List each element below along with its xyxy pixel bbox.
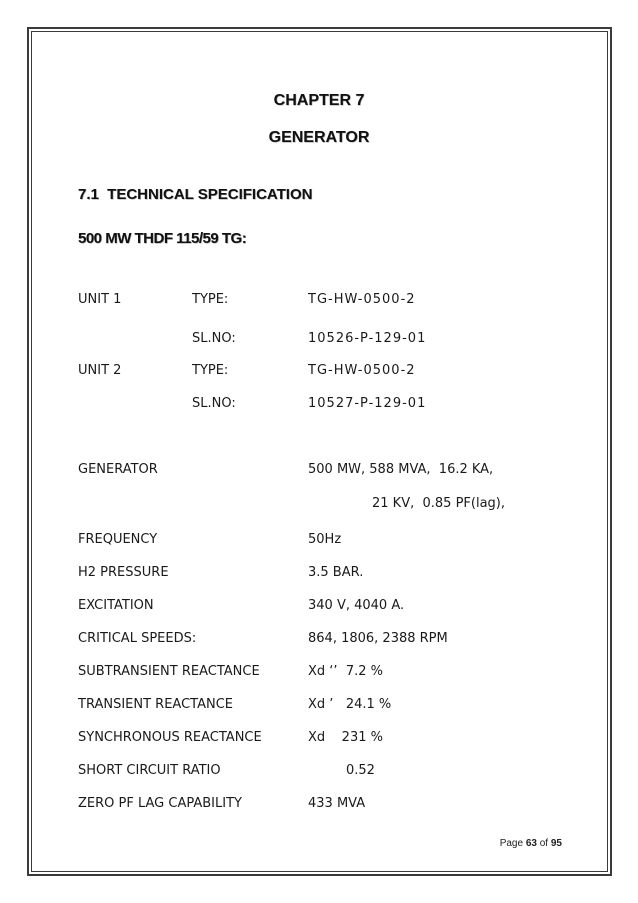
unit-2-label: UNIT 2 [78, 363, 122, 378]
section-heading: 7.1 TECHNICAL SPECIFICATION [78, 186, 313, 203]
unit-1-label: UNIT 1 [78, 292, 122, 307]
excitation-value: 340 V, 4040 A. [308, 598, 405, 613]
transient-label: TRANSIENT REACTANCE [78, 697, 233, 712]
frequency-label: FREQUENCY [78, 532, 158, 547]
unit-2-sl-label: SL.NO: [192, 396, 236, 411]
page-middle: of [536, 838, 551, 849]
unit-1-type-label: TYPE: [192, 292, 229, 307]
generator-value-line1: 500 MW, 588 MVA, 16.2 KA, [308, 462, 494, 477]
frequency-value: 50Hz [308, 532, 342, 547]
unit-2-sl-value: 10527-P-129-01 [308, 396, 427, 411]
chapter-heading: CHAPTER 7 [273, 92, 365, 109]
unit-2-type-label: TYPE: [192, 363, 229, 378]
h2-pressure-value: 3.5 BAR. [308, 565, 364, 580]
zero-pf-value: 433 MVA [308, 796, 366, 811]
generator-value-line2: 21 KV, 0.85 PF(lag), [372, 496, 505, 511]
transient-value: Xd ’ 24.1 % [308, 697, 392, 712]
chapter-title: GENERATOR [268, 129, 370, 146]
page-current: 63 [525, 838, 537, 849]
unit-1-sl-label: SL.NO: [192, 331, 236, 346]
h2-pressure-label: H2 PRESSURE [78, 565, 169, 580]
page-total: 95 [550, 838, 562, 849]
scr-value: 0.52 [346, 763, 375, 778]
generator-label: GENERATOR [78, 462, 158, 477]
unit-2-type-value: TG-HW-0500-2 [308, 363, 416, 378]
unit-1-sl-value: 10526-P-129-01 [308, 331, 427, 346]
excitation-label: EXCITATION [78, 598, 154, 613]
subtransient-label: SUBTRANSIENT REACTANCE [78, 664, 260, 679]
zero-pf-label: ZERO PF LAG CAPABILITY [78, 796, 242, 811]
model-heading: 500 MW THDF 115/59 TG: [78, 230, 247, 247]
synchronous-value: Xd 231 % [308, 730, 383, 745]
page-number [500, 838, 562, 849]
subtransient-value: Xd ‘’ 7.2 % [308, 664, 383, 679]
page-prefix: Page [499, 838, 526, 849]
unit-1-type-value: TG-HW-0500-2 [308, 292, 416, 307]
synchronous-label: SYNCHRONOUS REACTANCE [78, 730, 262, 745]
critical-speeds-label: CRITICAL SPEEDS: [78, 631, 197, 646]
scr-label: SHORT CIRCUIT RATIO [78, 763, 221, 778]
critical-speeds-value: 864, 1806, 2388 RPM [308, 631, 448, 646]
